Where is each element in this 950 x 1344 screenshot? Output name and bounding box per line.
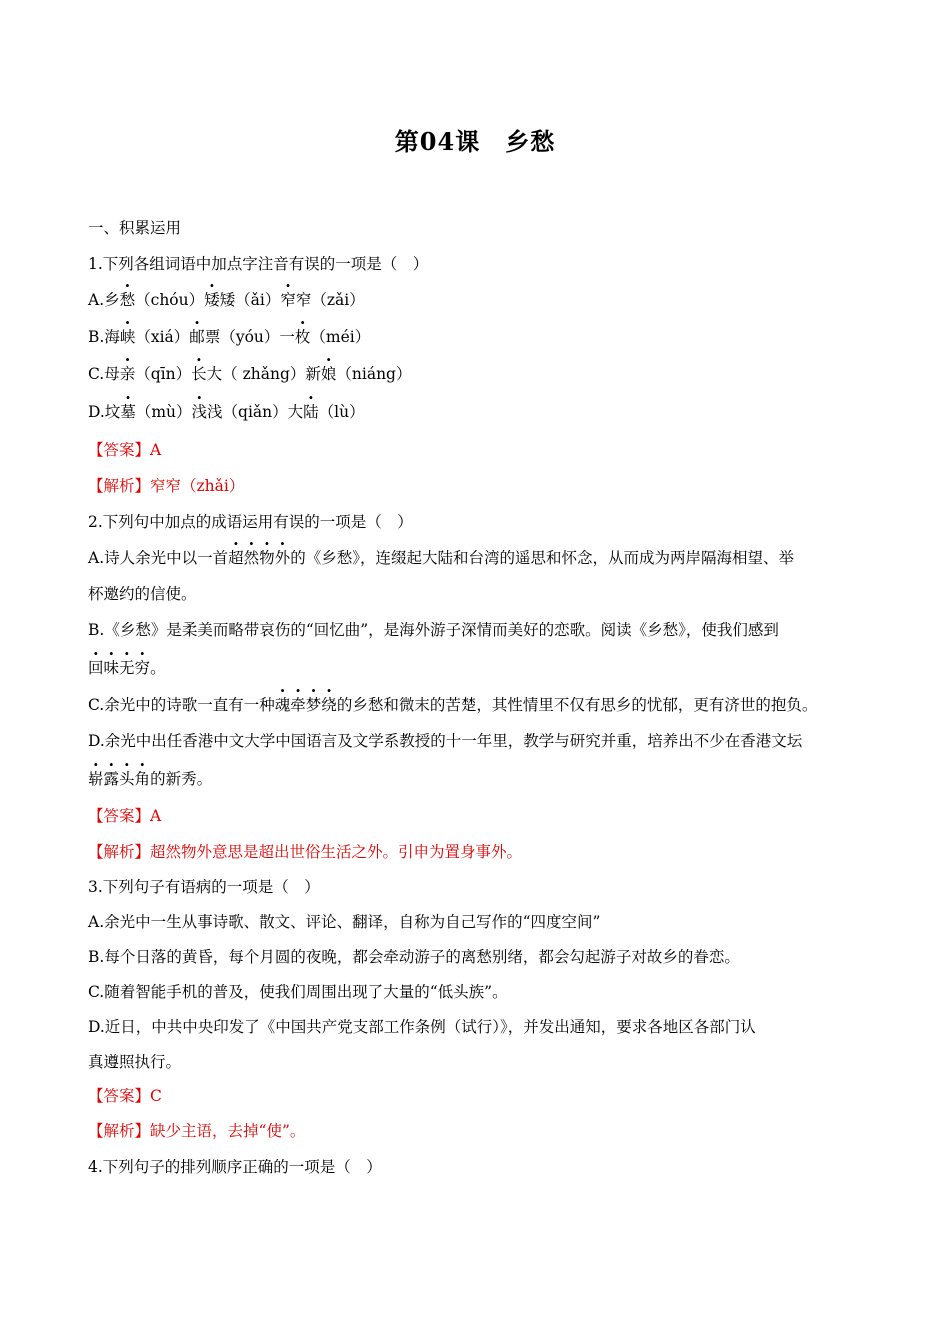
question-2-option-b-line1: B.《乡愁》是柔美而略带哀伤的“回忆曲”，是海外游子深情而美好的恋歌。阅读《乡愁》，使我们感到 xyxy=(88,621,779,639)
question-3-option-d-line2: 真遵照执行。 xyxy=(88,1053,182,1071)
section-heading: 一、积累运用 xyxy=(88,219,182,237)
question-3-option-c: C.随着智能手机的普及，使我们周围出现了大量的“低头族”。 xyxy=(88,983,508,1001)
question-2-option-b-line2: 回味无穷。 xyxy=(88,659,166,677)
question-3-option-d-line1: D.近日，中共中央印发了《中国共产党支部工作条例（试行）》，并发出通知，要求各地区各部门认 xyxy=(88,1018,756,1036)
question-3-option-b: B.每个日落的黄昏，每个月圆的夜晚，都会牵动游子的离愁别绪，都会勾起游子对故乡的眷恋。 xyxy=(88,948,740,966)
question-1-answer: 【答案】A xyxy=(88,441,162,459)
question-1-option-d: D.坟墓（mù）浅浅（qiǎn）大陆（lù） xyxy=(88,403,365,421)
question-2-analysis: 【解析】超然物外意思是超出世俗生活之外。引申为置身事外。 xyxy=(88,843,523,861)
question-1-option-a: A.乡愁（chóu）矮矮（ǎi）窄窄（zǎi） xyxy=(88,291,365,309)
question-1-option-b: B.海峡（xiá）邮票（yóu）一枚（méi） xyxy=(88,328,371,346)
question-2-option-a-line1: A.诗人余光中以一首超然物外的《乡愁》，连缀起大陆和台湾的遥思和怀念，从而成为两岸隔海相望、举 xyxy=(88,549,794,567)
question-2-stem: 2.下列句中加点的成语运用有误的一项是（ ） xyxy=(88,513,413,531)
question-1-analysis: 【解析】窄窄（zhǎi） xyxy=(88,477,245,495)
question-2-option-a-line2: 杯邀约的信使。 xyxy=(88,585,197,603)
question-4-stem: 4.下列句子的排列顺序正确的一项是（ ） xyxy=(88,1158,382,1176)
question-2-option-d-line1: D.余光中出任香港中文大学中国语言及文学系教授的十一年里，教学与研究并重，培养出不少在香港文坛 xyxy=(88,732,803,750)
question-3-analysis: 【解析】缺少主语，去掉“使”。 xyxy=(88,1122,306,1140)
question-2-option-d-line2: 崭露头角的新秀。 xyxy=(88,770,213,788)
question-3-answer: 【答案】C xyxy=(88,1087,162,1105)
question-1-option-c: C.母亲（qīn）长大（ zhǎng）新娘（niáng） xyxy=(88,365,412,383)
question-3-option-a: A.余光中一生从事诗歌、散文、评论、翻译，自称为自己写作的“四度空间” xyxy=(88,913,601,931)
question-2-answer: 【答案】A xyxy=(88,807,162,825)
question-2-option-c: C.余光中的诗歌一直有一种魂牵梦绕的乡愁和微末的苦楚，其性情里不仅有思乡的忧郁，更有济世的抱负。 xyxy=(88,696,818,714)
question-1-stem: 1.下列各组词语中加点字注音有误的一项是（ ） xyxy=(88,255,429,273)
page-title: 第04课 乡愁 xyxy=(394,127,556,156)
question-3-stem: 3.下列句子有语病的一项是（ ） xyxy=(88,878,320,896)
